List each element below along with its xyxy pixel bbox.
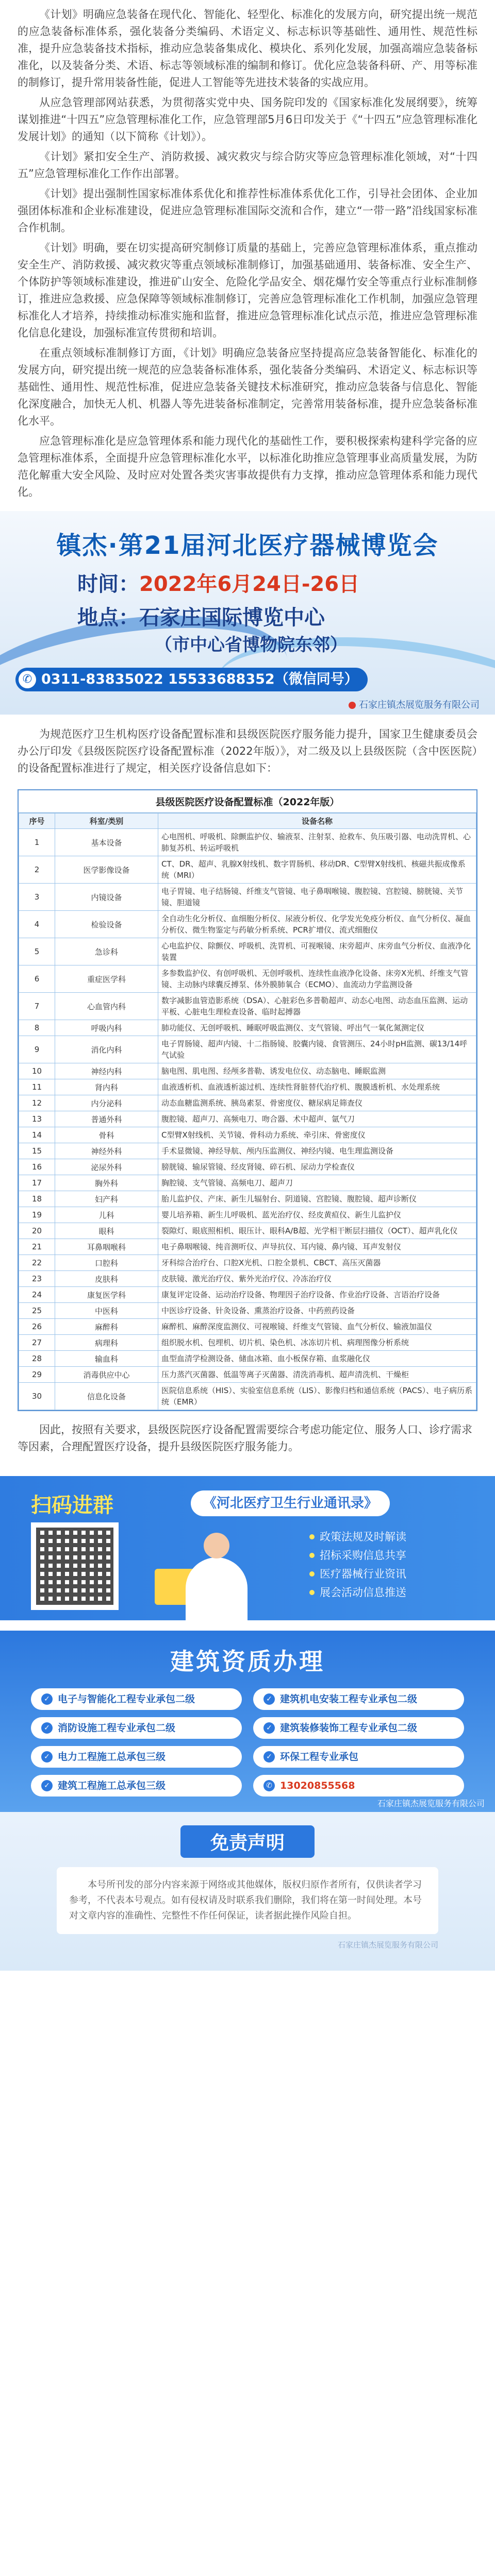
table-cell-name: 眼科 — [55, 1223, 158, 1239]
head-shape — [204, 1533, 229, 1558]
table-cell-name: 病理科 — [55, 1335, 158, 1351]
col-header: 序号 — [19, 814, 55, 829]
table-cell-name: 重症医学科 — [55, 965, 158, 993]
table-cell-name: 消毒供应中心 — [55, 1367, 158, 1383]
table-cell-no: 1 — [19, 829, 55, 856]
closing-paragraph: 因此，按照有关要求，县级医院医疗设备配置需要综合考虑功能定位、服务人口、诊疗需求等因素，合理配置医疗设备，提升县级医院医疗服务能力。 — [18, 1423, 472, 1453]
table-cell-items: 肺功能仪、无创呼吸机、睡眠呼吸监测仪、支气管镜、呼出气一氧化氮测定仪 — [158, 1020, 476, 1036]
table-title: 县级医院医疗设备配置标准（2022年版） — [19, 790, 476, 813]
table-cell-items: 裂隙灯、眼底照相机、眼压计、眼科A/B超、光学相干断层扫描仪（OCT）、超声乳化仪 — [158, 1223, 476, 1239]
table-row — [19, 1383, 476, 1410]
article-paragraph: 《计划》明确应急装备在现代化、智能化、轻型化、标准化的发展方向，研究提出统一规范的应急装备标准体系，强化装备分类编码、术语定义、标志标识等基础性、通用性、规范性标准，提升应急装备技术指标，推动应急装备集成化、模块化、系列化发展，加强高端应急装备标准化，以及装备分类、术语、标志等领域标准的编制和修订。优化应急装备科研、产、用等标准的制修订，提升常用装备性能，促进人工智能等先进技术装备的实战应用。 — [18, 8, 477, 89]
table-cell-items: 胸腔镜、支气管镜、高频电刀、超声刀 — [158, 1175, 476, 1191]
table-row — [19, 1063, 476, 1079]
expo-place — [77, 601, 325, 631]
qualification-title: 建筑资质办理 — [170, 1648, 325, 1675]
expo-organizer — [349, 698, 480, 711]
table-cell-name: 内分泌科 — [55, 1095, 158, 1111]
expo-time-value: 2022年6月24日-26日 — [139, 572, 360, 596]
table-cell-no: 2 — [19, 856, 55, 884]
qr-bullet — [309, 1565, 406, 1583]
article-paragraph: 在重点领域标准制修订方面，《计划》明确应急装备应坚持提高应急装备智能化、标准化的发展方向，研究提出统一规范的应急装备标准体系，强化装备分类编码、术语定义、标志标识等基础性、通用性、规范性标准，促进应急装备关键技术标准研究，推动应急装备与信息化、智能化深度融合，加快无人机、机器人等先进装备标准制定，完善常用装备标准，提升应急装备标准化水平。 — [18, 347, 477, 427]
table-row — [19, 1319, 476, 1335]
table-cell-name: 骨科 — [55, 1127, 158, 1143]
table-cell-items: 数字减影血管造影系统（DSA）、心脏彩色多普勒超声、动态心电图、动态血压监测、运动平板、心脏电生理检查设备、临时起搏器 — [158, 993, 476, 1020]
table-cell-name: 口腔科 — [55, 1255, 158, 1271]
check-icon: ✓ — [263, 1693, 275, 1705]
table-cell-no: 25 — [19, 1303, 55, 1319]
table-row — [19, 1143, 476, 1159]
table-cell-items: 电子鼻咽喉镜、纯音测听仪、声导抗仪、耳内镜、鼻内镜、耳声发射仪 — [158, 1239, 476, 1255]
table-cell-items: 压力蒸汽灭菌器、低温等离子灭菌器、清洗消毒机、超声清洗机、干燥柜 — [158, 1367, 476, 1383]
col-header: 科室/类别 — [55, 814, 158, 829]
table-row — [19, 1351, 476, 1367]
table-cell-items: 牙科综合治疗台、口腔X光机、口腔全景机、CBCT、高压灭菌器 — [158, 1255, 476, 1271]
table-cell-no: 17 — [19, 1175, 55, 1191]
table-cell-no: 21 — [19, 1239, 55, 1255]
table-cell-no: 23 — [19, 1271, 55, 1287]
table-cell-items: 血液透析机、血液透析滤过机、连续性肾脏替代治疗机、腹膜透析机、水处理系统 — [158, 1079, 476, 1095]
table-row — [19, 1287, 476, 1303]
table-grid — [19, 813, 476, 1410]
table-cell-items: C型臂X射线机、关节镜、骨科动力系统、牵引床、骨密度仪 — [158, 1127, 476, 1143]
table-row — [19, 1271, 476, 1287]
check-icon: ✓ — [41, 1751, 53, 1762]
table-row — [19, 1207, 476, 1223]
qualification-organizer: 石家庄镇杰展览服务有限公司 — [377, 1799, 485, 1808]
table-cell-no: 16 — [19, 1159, 55, 1175]
table-row — [19, 1367, 476, 1383]
table-row — [19, 1191, 476, 1207]
qr-bullet — [309, 1583, 406, 1602]
qr-title: 扫码进群 — [31, 1494, 113, 1517]
table-cell-items: 动态血糖监测系统、胰岛素泵、骨密度仪、糖尿病足筛查仪 — [158, 1095, 476, 1111]
bullet-dot-icon — [309, 1571, 315, 1577]
article-body — [0, 0, 495, 501]
qualification-phone[interactable] — [253, 1775, 464, 1797]
table-row — [19, 1036, 476, 1063]
expo-place-sub: （市中心省博物院东邻） — [155, 635, 348, 655]
qr-bullet-text: 医疗器械行业资讯 — [320, 1568, 406, 1580]
qualification-banner — [0, 1631, 495, 1812]
expo-place-label: 地点： — [77, 606, 139, 630]
table-row — [19, 1255, 476, 1271]
table-row — [19, 829, 476, 856]
table-cell-no: 18 — [19, 1191, 55, 1207]
check-icon: ✓ — [41, 1693, 53, 1705]
table-cell-name: 医学影像设备 — [55, 856, 158, 884]
qualification-text: 建筑装修装饰工程专业承包二级 — [280, 1722, 418, 1734]
table-cell-name: 泌尿外科 — [55, 1159, 158, 1175]
table-cell-no: 11 — [19, 1079, 55, 1095]
phone-icon: ✆ — [263, 1780, 275, 1791]
disclaimer-section — [0, 1812, 495, 1971]
table-cell-no: 28 — [19, 1351, 55, 1367]
table-row — [19, 911, 476, 938]
check-icon: ✓ — [263, 1751, 275, 1762]
table-cell-items: 婴儿培养箱、新生儿呼吸机、蓝光治疗仪、经皮黄疸仪、新生儿监护仪 — [158, 1207, 476, 1223]
table-body — [19, 829, 476, 1410]
table-cell-no: 30 — [19, 1383, 55, 1410]
phone-icon: ✆ — [19, 671, 36, 688]
table-cell-items: 电子胃镜、电子结肠镜、纤维支气管镜、电子鼻咽喉镜、腹腔镜、宫腔镜、膀胱镜、关节镜、胆道镜 — [158, 884, 476, 911]
table-cell-no: 29 — [19, 1367, 55, 1383]
qr-bullet — [309, 1546, 406, 1565]
qualification-grid — [31, 1688, 464, 1797]
table-cell-items: 手术显微镜、神经导航、颅内压监测仪、神经内镜、电生理监测设备 — [158, 1143, 476, 1159]
table-cell-items: 全自动生化分析仪、血细胞分析仪、尿液分析仪、化学发光免疫分析仪、血气分析仪、凝血分析仪、微生物鉴定与药敏分析系统、PCR扩增仪、流式细胞仪 — [158, 911, 476, 938]
qualification-item[interactable] — [253, 1717, 464, 1739]
table-cell-no: 10 — [19, 1063, 55, 1079]
table-cell-no: 20 — [19, 1223, 55, 1239]
disclaimer-footer: 石家庄镇杰展览服务有限公司 — [337, 1940, 438, 1950]
table-cell-name: 呼吸内科 — [55, 1020, 158, 1036]
disclaimer-body: 本号所刊发的部分内容来源于网络或其他媒体，版权归原作者所有，仅供读者学习参考，不代表本号观点。如有侵权请及时联系我们删除，我们将在第一时间处理。本号对文章内容的准确性、完整性不作任何保证，读者据此操作风险自担。 — [57, 1867, 438, 1934]
qr-bullet-text: 招标采购信息共享 — [320, 1549, 406, 1562]
qr-banner[interactable] — [0, 1476, 495, 1620]
table-cell-no: 19 — [19, 1207, 55, 1223]
col-header: 设备名称 — [158, 814, 476, 829]
table-cell-no: 8 — [19, 1020, 55, 1036]
table-cell-items: CT、DR、超声、乳腺X射线机、数字胃肠机、移动DR、C型臂X射线机、核磁共振成像系统（MRI） — [158, 856, 476, 884]
qualification-item[interactable] — [31, 1717, 242, 1739]
table-cell-no: 27 — [19, 1335, 55, 1351]
article-paragraph: 《计划》紧扣安全生产、消防救援、减灾救灾与综合防灾等应急管理标准化领域，对“十四五”应急管理标准化工作作出部署。 — [18, 150, 477, 180]
table-cell-items: 腹腔镜、超声刀、高频电刀、吻合器、术中超声、氩气刀 — [158, 1111, 476, 1127]
table-cell-items: 心电监护仪、除颤仪、呼吸机、洗胃机、可视喉镜、床旁超声、床旁血气分析仪、血液净化装置 — [158, 938, 476, 965]
qualification-text: 环保工程专业承包 — [280, 1751, 359, 1762]
qr-bullet-text: 展会活动信息推送 — [320, 1586, 406, 1599]
table-cell-items: 脑电图、肌电图、经颅多普勒、诱发电位仪、动态脑电、睡眠监测 — [158, 1063, 476, 1079]
qr-bullet-text: 政策法规及时解读 — [320, 1531, 406, 1543]
table-cell-items: 电子胃肠镜、超声内镜、十二指肠镜、胶囊内镜、食管测压、24小时pH监测、碳13/14呼气试验 — [158, 1036, 476, 1063]
expo-time — [77, 568, 359, 597]
table-cell-name: 急诊科 — [55, 938, 158, 965]
table-cell-items: 血型血清学检测设备、储血冰箱、血小板保存箱、血浆融化仪 — [158, 1351, 476, 1367]
qualification-text: 消防设施工程专业承包二级 — [58, 1722, 176, 1734]
expo-phones: 0311-83835022 15533688352（微信同号） — [41, 671, 358, 687]
check-icon: ✓ — [41, 1722, 53, 1734]
intro-paragraph: 为规范医疗卫生机构医疗设备配置标准和县级医院医疗服务能力提升，国家卫生健康委员会办公厅印发《县级医院医疗设备配置标准（2022年版）》，对二级及以上县级医院（含中医医院）的设备配置标准进行了规定，相关医疗设备信息如下： — [18, 728, 477, 774]
qualification-text: 电力工程施工总承包三级 — [58, 1751, 166, 1762]
table-row — [19, 1239, 476, 1255]
table-cell-no: 12 — [19, 1095, 55, 1111]
qualification-text: 建筑工程施工总承包三级 — [58, 1780, 166, 1791]
table-cell-no: 3 — [19, 884, 55, 911]
table-row — [19, 1175, 476, 1191]
bullet-dot-icon — [309, 1553, 315, 1558]
qualification-phone-number: 13020855568 — [280, 1780, 355, 1791]
article-paragraph: 《计划》提出强制性国家标准体系优化和推荐性标准体系优化工作，引导社会团体、企业加强团体标准和企业标准建设，促进应急管理标准国际交流和合作，建立“一带一路”沿线国家标准合作机制。 — [18, 188, 477, 234]
table-row — [19, 993, 476, 1020]
bullet-dot-icon — [309, 1534, 315, 1539]
table-cell-no: 4 — [19, 911, 55, 938]
qr-code-pattern — [36, 1528, 113, 1605]
qr-bullets — [309, 1528, 406, 1602]
qr-pill: 《河北医疗卫生行业通讯录》 — [191, 1490, 390, 1516]
table-cell-no: 22 — [19, 1255, 55, 1271]
qualification-item[interactable] — [253, 1688, 464, 1710]
table-cell-name: 皮肤科 — [55, 1271, 158, 1287]
table-row — [19, 965, 476, 993]
expo-banner[interactable] — [0, 511, 495, 715]
qr-bullet — [309, 1528, 406, 1546]
disclaimer-title: 免责声明 — [180, 1825, 315, 1858]
qualification-item[interactable] — [31, 1688, 242, 1710]
table-cell-no: 7 — [19, 993, 55, 1020]
table-row — [19, 1095, 476, 1111]
table-cell-no: 14 — [19, 1127, 55, 1143]
table-cell-name: 消化内科 — [55, 1036, 158, 1063]
table-cell-name: 内镜设备 — [55, 884, 158, 911]
table-cell-items: 康复评定设备、运动治疗设备、物理因子治疗设备、作业治疗设备、言语治疗设备 — [158, 1287, 476, 1303]
qualification-text: 建筑机电安装工程专业承包二级 — [280, 1693, 418, 1705]
table-cell-name: 麻醉科 — [55, 1319, 158, 1335]
table-row — [19, 1223, 476, 1239]
equipment-table — [18, 789, 477, 1411]
check-icon: ✓ — [263, 1722, 275, 1734]
table-cell-items: 医院信息系统（HIS）、实验室信息系统（LIS）、影像归档和通信系统（PACS）、电子病历系统（EMR） — [158, 1383, 476, 1410]
table-cell-name: 检验设备 — [55, 911, 158, 938]
table-row — [19, 1303, 476, 1319]
bullet-dot-icon — [309, 1590, 315, 1595]
expo-organizer-name: 石家庄镇杰展览服务有限公司 — [359, 700, 480, 710]
qualification-item[interactable] — [253, 1746, 464, 1768]
table-cell-name: 耳鼻咽喉科 — [55, 1239, 158, 1255]
table-row — [19, 1111, 476, 1127]
qualification-item[interactable] — [31, 1775, 242, 1797]
table-cell-items: 多参数监护仪、有创呼吸机、无创呼吸机、连续性血液净化设备、床旁X光机、纤维支气管镜、主动脉内球囊反搏泵、体外膜肺氧合（ECMO）、血流动力学监测设备 — [158, 965, 476, 993]
table-cell-no: 13 — [19, 1111, 55, 1127]
table-row — [19, 856, 476, 884]
table-cell-items: 心电图机、呼吸机、除颤监护仪、输液泵、注射泵、抢救车、负压吸引器、电动洗胃机、心肺复苏机、转运呼吸机 — [158, 829, 476, 856]
table-cell-name: 儿科 — [55, 1207, 158, 1223]
table-cell-no: 6 — [19, 965, 55, 993]
table-cell-items: 中医诊疗设备、针灸设备、熏蒸治疗设备、中药煎药设备 — [158, 1303, 476, 1319]
table-cell-items: 皮肤镜、激光治疗仪、紫外光治疗仪、冷冻治疗仪 — [158, 1271, 476, 1287]
expo-place-value: 石家庄国际博览中心 — [139, 606, 325, 630]
person-illustration — [155, 1533, 278, 1620]
table-cell-name: 肾内科 — [55, 1079, 158, 1095]
expo-contact[interactable] — [15, 668, 368, 691]
table-cell-name: 妇产科 — [55, 1191, 158, 1207]
table-cell-name: 信息化设备 — [55, 1383, 158, 1410]
table-cell-no: 24 — [19, 1287, 55, 1303]
table-cell-items: 组织脱水机、包埋机、切片机、染色机、冰冻切片机、病理图像分析系统 — [158, 1335, 476, 1351]
table-cell-name: 中医科 — [55, 1303, 158, 1319]
table-cell-name: 神经外科 — [55, 1143, 158, 1159]
table-cell-name: 神经内科 — [55, 1063, 158, 1079]
table-cell-name: 基本设备 — [55, 829, 158, 856]
table-cell-no: 26 — [19, 1319, 55, 1335]
table-cell-items: 胎儿监护仪、产床、新生儿辐射台、阴道镜、宫腔镜、腹腔镜、超声诊断仪 — [158, 1191, 476, 1207]
table-cell-items: 麻醉机、麻醉深度监测仪、可视喉镜、纤维支气管镜、血气分析仪、输液加温仪 — [158, 1319, 476, 1335]
table-cell-name: 输血科 — [55, 1351, 158, 1367]
qr-code[interactable] — [31, 1522, 119, 1610]
qualification-text: 电子与智能化工程专业承包二级 — [58, 1693, 195, 1705]
table-cell-no: 9 — [19, 1036, 55, 1063]
table-row — [19, 1079, 476, 1095]
expo-title: 镇杰·第21届河北医疗器械博览会 — [56, 531, 439, 560]
table-row — [19, 884, 476, 911]
article-paragraph: 《计划》明确，要在切实提高研究制修订质量的基础上，完善应急管理标准体系，重点推动安全生产、消防救援、减灾救灾等重点领域标准制修订，加强基础通用、装备标准、安全生产、个体防护等领域标准建设，推进矿山安全、危险化学品安全、烟花爆竹安全等重点行业标准制修订，推进应急救援、应急保障等领域标准制修订，完善应急管理标准化工作机制，加强应急管理标准化人才培养，持续推动标准实施和监督，推进应急管理标准化试点示范，推进应急管理标准化信息化建设，加强标准宣传贯彻和培训。 — [18, 242, 477, 339]
table-row — [19, 1127, 476, 1143]
table-cell-no: 5 — [19, 938, 55, 965]
table-row — [19, 1335, 476, 1351]
body-shape — [186, 1557, 248, 1620]
logo-icon — [349, 702, 356, 709]
table-cell-name: 康复医学科 — [55, 1287, 158, 1303]
table-cell-items: 膀胱镜、输尿管镜、经皮肾镜、碎石机、尿动力学检查仪 — [158, 1159, 476, 1175]
table-row — [19, 1020, 476, 1036]
table-row — [19, 938, 476, 965]
check-icon: ✓ — [41, 1780, 53, 1791]
article-paragraph: 应急管理标准化是应急管理体系和能力现代化的基础性工作，要积极探索构建科学完备的应急管理标准体系，全面提升应急管理标准化水平，以标准化助推应急管理事业高质量发展，为防范化解重大安全风险、及时应对处置各类灾害事故提供有力支撑，推动应急管理体系和能力现代化。 — [18, 435, 477, 498]
article-paragraph: 从应急管理部网站获悉，为贯彻落实党中央、国务院印发的《国家标准化发展纲要》，统筹谋划推进“十四五”应急管理标准化工作，应急管理部5月6日印发关于《“十四五”应急管理标准化发展计划》的通知（以下简称《计划》）。 — [18, 96, 477, 143]
table-row — [19, 1159, 476, 1175]
table-cell-name: 心血管内科 — [55, 993, 158, 1020]
table-cell-name: 普通外科 — [55, 1111, 158, 1127]
expo-time-label: 时间： — [77, 572, 139, 596]
qualification-item[interactable] — [31, 1746, 242, 1768]
table-cell-no: 15 — [19, 1143, 55, 1159]
table-cell-name: 胸外科 — [55, 1175, 158, 1191]
